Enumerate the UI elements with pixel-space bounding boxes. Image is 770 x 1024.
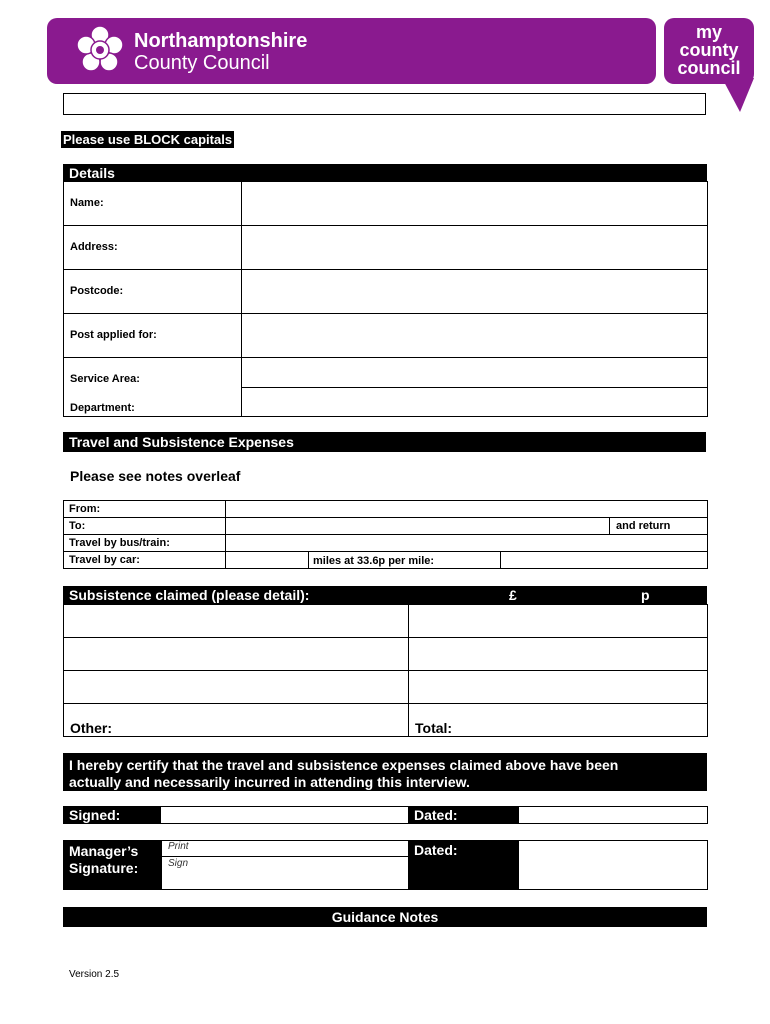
car-amount-field[interactable] — [501, 552, 707, 569]
manager-print-field[interactable] — [210, 841, 407, 856]
name-label: Name: — [70, 197, 104, 209]
subsistence-detail-field[interactable] — [64, 638, 408, 670]
dated-field[interactable] — [520, 807, 707, 823]
manager-sign-field[interactable] — [210, 857, 407, 889]
department-label: Department: — [70, 402, 135, 414]
logo-text-county: county — [679, 40, 739, 60]
miles-divider — [308, 551, 309, 569]
total-label: Total: — [415, 720, 453, 736]
details-heading: Details — [63, 164, 707, 182]
subsistence-amount-field[interactable] — [409, 671, 707, 703]
bus-train-label: Travel by bus/train: — [69, 537, 170, 549]
logo-text-council: council — [677, 58, 741, 78]
certification-line2: actually and necessarily incurred in attending this interview. — [69, 774, 470, 790]
guidance-notes-heading: Guidance Notes — [63, 907, 707, 927]
subsistence-amount-field[interactable] — [409, 638, 707, 670]
manager-label-line2: Signature: — [69, 860, 139, 876]
car-miles-field[interactable] — [226, 552, 308, 569]
signed-field[interactable] — [162, 807, 408, 823]
postcode-field[interactable] — [242, 270, 707, 313]
to-field[interactable] — [226, 518, 609, 534]
form-title-bar — [63, 93, 706, 115]
logo-bubble-tail — [722, 78, 754, 112]
pence-heading: p — [641, 587, 650, 603]
manager-dated-field[interactable] — [520, 841, 707, 889]
post-applied-field[interactable] — [242, 314, 707, 357]
address-field[interactable] — [242, 226, 707, 269]
other-label: Other: — [70, 720, 112, 736]
from-field[interactable] — [226, 501, 707, 517]
manager-signature-label — [63, 840, 162, 890]
subsistence-detail-field[interactable] — [64, 671, 408, 703]
certification-line1: I hereby certify that the travel and subsistence expenses claimed above have been — [69, 757, 619, 773]
car-label: Travel by car: — [69, 554, 140, 566]
and-return-label: and return — [616, 520, 671, 532]
from-label: From: — [69, 503, 101, 515]
logo-text-my: my — [695, 22, 722, 42]
rose-logo-icon — [76, 26, 124, 74]
service-area-field[interactable] — [242, 358, 707, 387]
bus-train-field[interactable] — [226, 535, 707, 551]
to-label: To: — [69, 520, 86, 532]
council-name-line2: County Council — [134, 52, 270, 74]
council-name-line1: Northamptonshire — [134, 30, 308, 52]
post-applied-label: Post applied for: — [70, 329, 157, 341]
service-area-label: Service Area: — [70, 373, 140, 385]
subsistence-detail-field[interactable] — [64, 605, 408, 637]
sign-label: Sign — [168, 858, 189, 869]
manager-dated-block — [408, 840, 519, 890]
subsistence-amount-field[interactable] — [409, 605, 707, 637]
return-divider — [609, 517, 610, 534]
manager-dated-label: Dated: — [414, 842, 458, 858]
print-label: Print — [168, 841, 189, 852]
department-field[interactable] — [242, 388, 707, 416]
signed-label: Signed: — [63, 806, 161, 824]
row-divider — [63, 703, 708, 704]
subsistence-heading: Subsistence claimed (please detail): — [63, 586, 707, 604]
dated-label: Dated: — [408, 806, 519, 824]
name-field[interactable] — [242, 182, 707, 225]
block-capitals-instruction: Please use BLOCK capitals — [63, 132, 233, 147]
address-label: Address: — [70, 241, 118, 253]
miles-rate-label: miles at 33.6p per mile: — [313, 555, 435, 567]
notes-overleaf-text: Please see notes overleaf — [70, 468, 241, 484]
version-label: Version 2.5 — [69, 969, 120, 980]
certification-block — [63, 753, 707, 791]
manager-label-line1: Manager’s — [69, 843, 139, 859]
travel-heading: Travel and Subsistence Expenses — [63, 432, 706, 452]
pounds-heading: £ — [509, 587, 517, 603]
postcode-label: Postcode: — [70, 285, 124, 297]
